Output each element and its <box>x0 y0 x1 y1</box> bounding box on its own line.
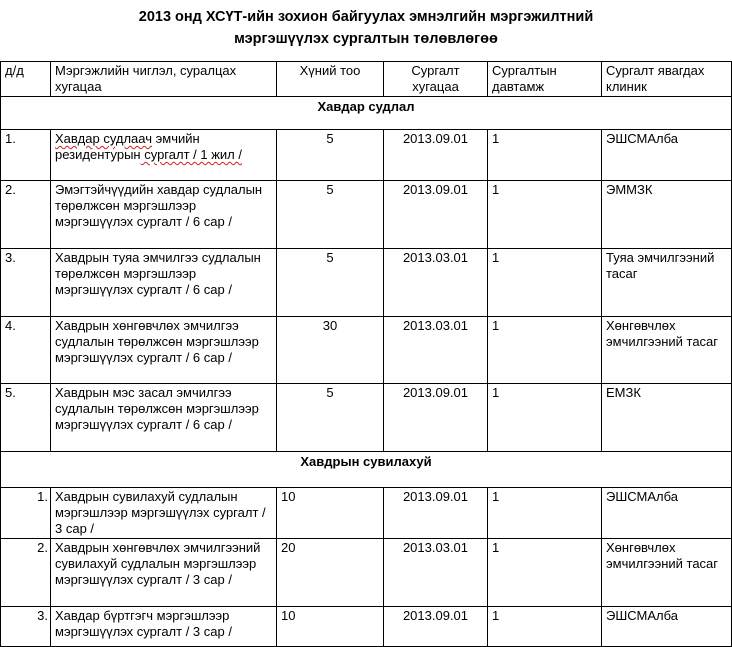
row-specialty: Хавдрын хөнгөвчлөх эмчилгээ судлалын төрөлжсөн мэргэшлээр мэргэшүүлэх сургалт / 6 сар / <box>51 317 277 384</box>
row-frequency: 1 <box>488 181 602 249</box>
row-clinic: ЭШСМАлба <box>602 130 732 181</box>
row-specialty: Хавдар бүртгэгч мэргэшлээр мэргэшүүлэх сургалт / 3 сар / <box>51 607 277 647</box>
row-people-count: 5 <box>277 130 384 181</box>
table-row <box>1 539 732 607</box>
section-row-nursing <box>1 452 732 488</box>
row-people-count: 20 <box>277 539 384 607</box>
row-frequency: 1 <box>488 130 602 181</box>
row-frequency: 1 <box>488 317 602 384</box>
row-people-count: 5 <box>277 181 384 249</box>
row-training-date: 2013.03.01 <box>384 317 488 384</box>
row-index: 2. <box>1 181 51 249</box>
header-specialty: Мэргэжлийн чиглэл, суралцах хугацаа <box>51 62 277 97</box>
row-index: 2. <box>1 539 51 607</box>
row-people-count: 30 <box>277 317 384 384</box>
header-training-date: Сургалт хугацаа <box>384 62 488 97</box>
row-clinic: Хөнгөвчлөх эмчилгээний тасаг <box>602 317 732 384</box>
table-header-row <box>1 62 732 97</box>
table-row <box>1 607 732 647</box>
table-row <box>1 488 732 539</box>
title-line-1: 2013 онд ХСҮТ-ийн зохион байгуулах эмнэлгийн мэргэжилтний <box>138 9 594 25</box>
row-index: 1. <box>1 488 51 539</box>
row-specialty: Хавдрын туяа эмчилгээ судлалын төрөлжсөн мэргэшлээр мэргэшүүлэх сургалт / 6 сар / <box>51 249 277 317</box>
spell-marked-text: Хавдар судлаач <box>55 131 153 146</box>
row-specialty-part: эмчийн резидентурын <box>55 131 200 162</box>
table-row <box>1 249 732 317</box>
row-clinic: ЭШСМАлба <box>602 607 732 647</box>
row-index: 3. <box>1 607 51 647</box>
row-index: 5. <box>1 384 51 452</box>
section-title: Хавдрын сувилахуй <box>1 452 732 488</box>
header-frequency: Сургалтын давтамж <box>488 62 602 97</box>
row-frequency: 1 <box>488 384 602 452</box>
row-specialty: Эмэгтэйчүүдийн хавдар судлалын төрөлжсөн мэргэшлээр мэргэшүүлэх сургалт / 6 сар / <box>51 181 277 249</box>
table-row <box>1 317 732 384</box>
row-people-count: 5 <box>277 384 384 452</box>
title-line-2: мэргэшүүлэх сургалтын төлөвлөгөө <box>234 31 498 47</box>
row-clinic: ЭШСМАлба <box>602 488 732 539</box>
table-row <box>1 384 732 452</box>
row-people-count: 5 <box>277 249 384 317</box>
row-frequency: 1 <box>488 539 602 607</box>
row-training-date: 2013.09.01 <box>384 607 488 647</box>
row-people-count: 10 <box>277 607 384 647</box>
document-title <box>0 6 732 50</box>
header-clinic: Сургалт явагдах клиник <box>602 62 732 97</box>
row-index: 3. <box>1 249 51 317</box>
row-clinic: ЕМЗК <box>602 384 732 452</box>
row-training-date: 2013.09.01 <box>384 384 488 452</box>
row-frequency: 1 <box>488 249 602 317</box>
row-clinic: Хөнгөвчлөх эмчилгээний тасаг <box>602 539 732 607</box>
row-frequency: 1 <box>488 488 602 539</box>
table-row <box>1 130 732 181</box>
row-clinic: ЭММЗК <box>602 181 732 249</box>
row-frequency: 1 <box>488 607 602 647</box>
row-training-date: 2013.09.01 <box>384 130 488 181</box>
row-specialty: Хавдрын хөнгөвчлөх эмчилгээний сувилахуй судлалын мэргэшлээр мэргэшүүлэх сургалт / 3 сар / <box>51 539 277 607</box>
training-plan-table <box>0 61 732 647</box>
row-specialty: Хавдрын мэс засал эмчилгээ судлалын төрөлжсөн мэргэшлээр мэргэшүүлэх сургалт / 6 сар / <box>51 384 277 452</box>
row-index: 1. <box>1 130 51 181</box>
section-title: Хавдар судлал <box>1 97 732 130</box>
row-training-date: 2013.09.01 <box>384 181 488 249</box>
row-clinic: Туяа эмчилгээний тасаг <box>602 249 732 317</box>
row-training-date: 2013.03.01 <box>384 249 488 317</box>
row-training-date: 2013.09.01 <box>384 488 488 539</box>
row-people-count: 10 <box>277 488 384 539</box>
row-specialty <box>51 130 277 181</box>
row-index: 4. <box>1 317 51 384</box>
row-specialty: Хавдрын сувилахуй судлалын мэргэшлээр мэргэшүүлэх сургалт / 3 сар / <box>51 488 277 539</box>
header-index: д/д <box>1 62 51 97</box>
section-row-oncology <box>1 97 732 130</box>
spell-marked-text: сургалт / 1 жил / <box>140 147 242 162</box>
row-training-date: 2013.03.01 <box>384 539 488 607</box>
table-row <box>1 181 732 249</box>
header-people-count: Хүний тоо <box>277 62 384 97</box>
